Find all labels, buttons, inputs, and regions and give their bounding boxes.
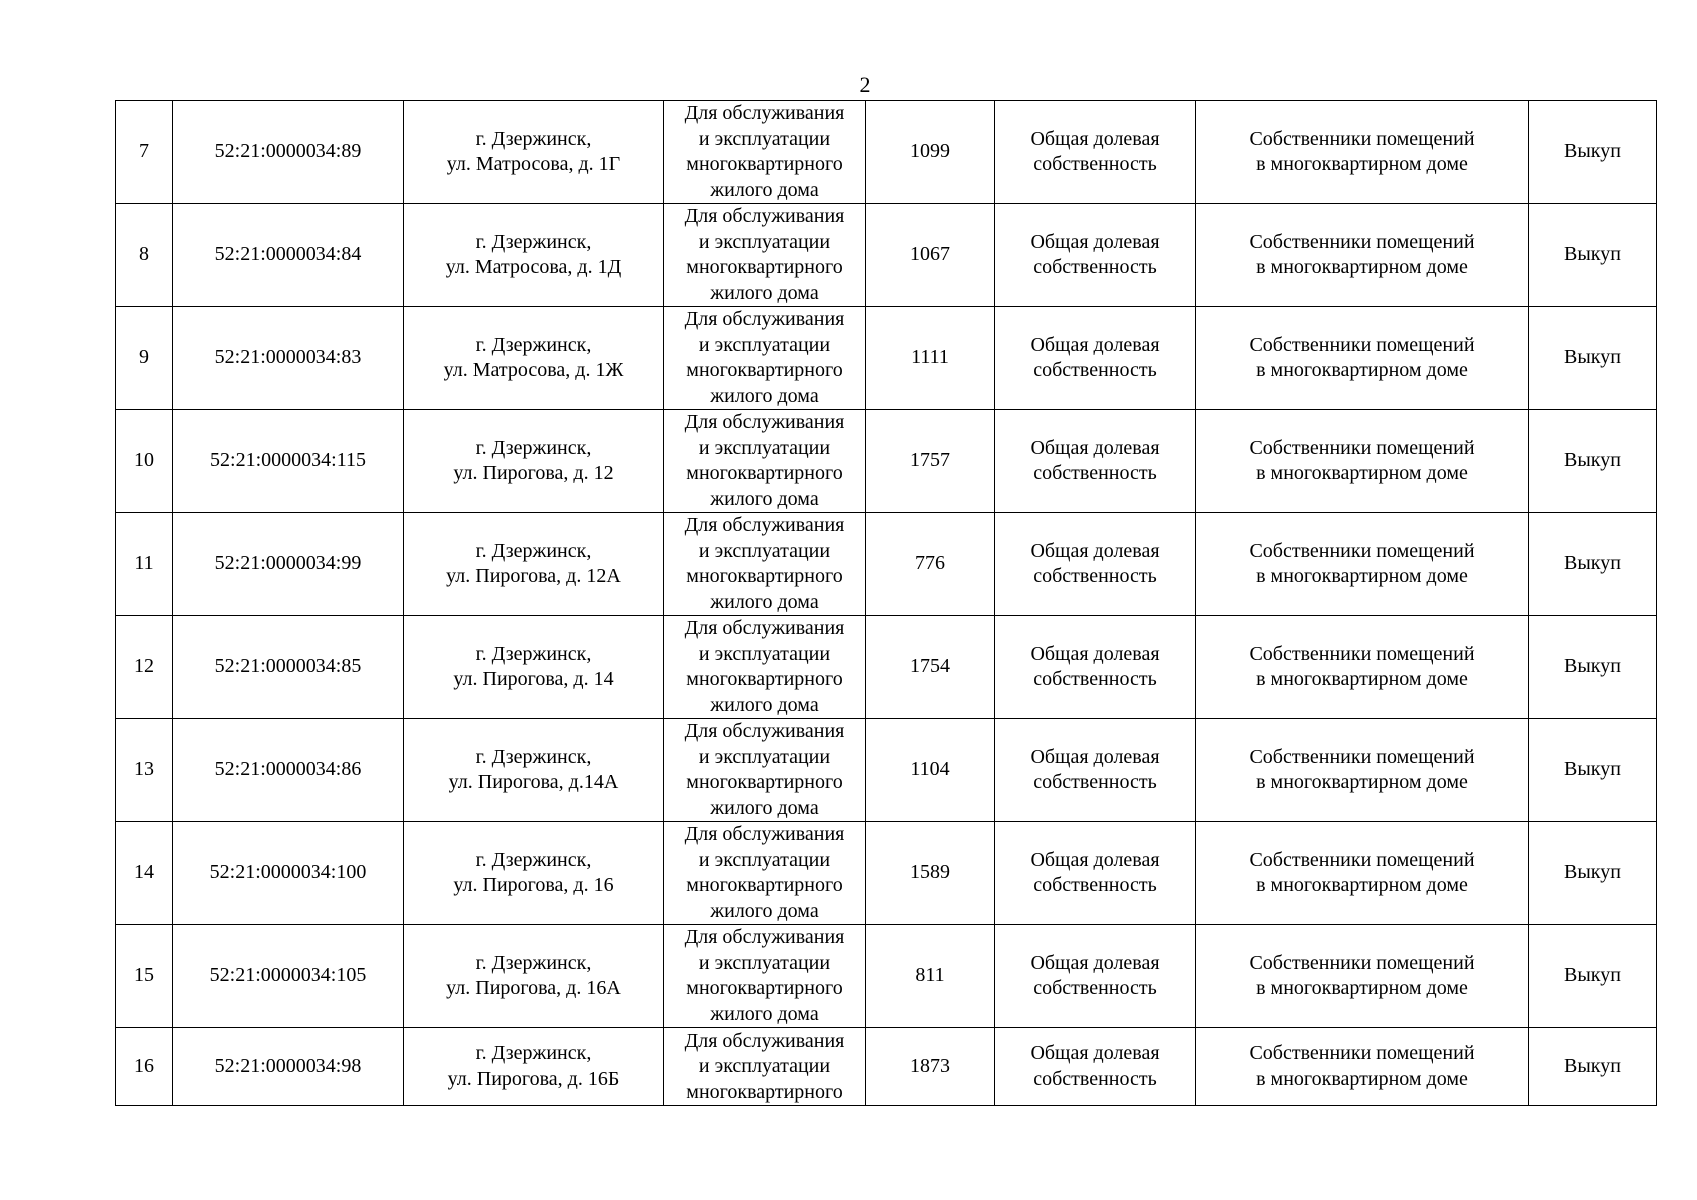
row-number: 12 <box>134 655 154 678</box>
address-city: г. Дзержинск, <box>475 1042 592 1064</box>
purpose-line: Для обслуживания <box>684 411 845 433</box>
action-cell <box>1529 410 1657 513</box>
action-text: Выкуп <box>1564 861 1621 884</box>
cadastral-number-cell <box>173 204 404 307</box>
address-street: ул. Пирогова, д. 16 <box>453 874 614 896</box>
area-cell <box>866 101 995 204</box>
table-row <box>116 1028 1657 1106</box>
purpose-line: и эксплуатации <box>698 539 831 562</box>
cadastral-number-cell <box>173 925 404 1028</box>
purpose-text <box>668 719 861 821</box>
cadastral-number: 52:21:0000034:85 <box>214 655 362 678</box>
right-type-line: собственность <box>1033 256 1157 278</box>
holders-cell <box>1196 1028 1529 1106</box>
purpose-line: Для обслуживания <box>684 1029 845 1052</box>
address-street: ул. Пирогова, д. 16А <box>446 977 621 999</box>
purpose-line: и эксплуатации <box>698 642 831 665</box>
right-type-line: Общая долевая <box>1030 951 1160 974</box>
purpose-line: и эксплуатации <box>698 333 831 356</box>
right-type-line: собственность <box>1033 153 1157 175</box>
purpose-text <box>668 1029 861 1105</box>
holders-cell <box>1196 101 1529 204</box>
address-city: г. Дзержинск, <box>475 642 592 665</box>
holders-line: в многоквартирном доме <box>1256 771 1468 793</box>
purpose-cell <box>664 204 866 307</box>
holders-cell <box>1196 307 1529 410</box>
purpose-line: жилого дома <box>710 693 819 716</box>
holders-line: в многоквартирном доме <box>1256 256 1468 278</box>
purpose-cell <box>664 925 866 1028</box>
purpose-text <box>668 307 861 409</box>
row-number: 10 <box>134 449 154 472</box>
purpose-text <box>668 616 861 718</box>
purpose-line: Для обслуживания <box>684 926 845 948</box>
row-number-cell <box>116 307 173 410</box>
row-number-cell <box>116 616 173 719</box>
right-type-cell <box>995 719 1196 822</box>
address-street: ул. Пирогова, д. 12А <box>446 565 621 587</box>
action-text: Выкуп <box>1564 655 1621 678</box>
cadastral-number-cell <box>173 616 404 719</box>
row-number-cell <box>116 204 173 307</box>
purpose-text <box>668 513 861 615</box>
holders-line: в многоквартирном доме <box>1256 668 1468 690</box>
purpose-line: жилого дома <box>710 590 819 613</box>
purpose-line: жилого дома <box>710 178 819 201</box>
area-value: 1754 <box>910 655 950 678</box>
purpose-line: жилого дома <box>710 796 819 819</box>
row-number-cell <box>116 101 173 204</box>
address-city: г. Дзержинск, <box>475 333 592 356</box>
address-street: ул. Пирогова, д. 16Б <box>447 1067 620 1090</box>
table-row <box>116 925 1657 1028</box>
purpose-line: жилого дома <box>710 899 819 922</box>
purpose-text <box>668 822 861 924</box>
address-cell <box>404 307 664 410</box>
holders-cell <box>1196 513 1529 616</box>
address-city: г. Дзержинск, <box>475 951 592 974</box>
purpose-line: многоквартирного <box>686 668 843 690</box>
page-number: 2 <box>859 72 871 97</box>
holders-cell <box>1196 410 1529 513</box>
action-text: Выкуп <box>1564 552 1621 575</box>
purpose-line: жилого дома <box>710 281 819 304</box>
action-text: Выкуп <box>1564 758 1621 781</box>
address-cell <box>404 616 664 719</box>
holders-cell <box>1196 719 1529 822</box>
table-body <box>116 101 1657 1106</box>
action-cell <box>1529 719 1657 822</box>
action-text: Выкуп <box>1564 243 1621 266</box>
right-type-cell <box>995 410 1196 513</box>
address-city: г. Дзержинск, <box>475 230 592 253</box>
right-type-line: собственность <box>1033 771 1157 793</box>
cadastral-number: 52:21:0000034:99 <box>214 552 362 575</box>
right-type-line: собственность <box>1033 565 1157 587</box>
purpose-line: многоквартирного <box>686 1080 843 1103</box>
area-cell <box>866 410 995 513</box>
holders-cell <box>1196 925 1529 1028</box>
row-number: 9 <box>139 346 149 369</box>
row-number: 16 <box>134 1054 154 1077</box>
cadastral-number-cell <box>173 822 404 925</box>
right-type-cell <box>995 101 1196 204</box>
holders-line: в многоквартирном доме <box>1256 462 1468 484</box>
table-row <box>116 204 1657 307</box>
right-type-line: собственность <box>1033 874 1157 896</box>
purpose-cell <box>664 616 866 719</box>
area-value: 1757 <box>910 449 950 472</box>
cadastral-number-cell <box>173 101 404 204</box>
purpose-line: многоквартирного <box>686 256 843 278</box>
area-value: 811 <box>915 964 945 987</box>
purpose-line: Для обслуживания <box>684 823 845 845</box>
address-city: г. Дзержинск, <box>475 436 592 459</box>
address-cell <box>404 822 664 925</box>
area-value: 1873 <box>910 1054 950 1077</box>
area-cell <box>866 204 995 307</box>
purpose-line: многоквартирного <box>686 874 843 896</box>
holders-line: Собственники помещений <box>1249 1042 1475 1064</box>
action-cell <box>1529 925 1657 1028</box>
holders-line: Собственники помещений <box>1249 127 1475 150</box>
purpose-text <box>668 925 861 1027</box>
row-number-cell <box>116 410 173 513</box>
holders-line: Собственники помещений <box>1249 436 1475 459</box>
row-number-cell <box>116 822 173 925</box>
address-cell <box>404 719 664 822</box>
holders-line: в многоквартирном доме <box>1256 565 1468 587</box>
right-type-line: собственность <box>1033 359 1157 381</box>
purpose-line: жилого дома <box>710 487 819 510</box>
address-street: ул. Матросова, д. 1Д <box>445 256 622 278</box>
holders-line: в многоквартирном доме <box>1256 1067 1468 1090</box>
purpose-line: многоквартирного <box>686 153 843 175</box>
table-row <box>116 719 1657 822</box>
action-cell <box>1529 822 1657 925</box>
purpose-line: Для обслуживания <box>684 308 845 330</box>
purpose-cell <box>664 822 866 925</box>
cadastral-number: 52:21:0000034:115 <box>210 449 366 472</box>
area-cell <box>866 307 995 410</box>
purpose-line: Для обслуживания <box>684 617 845 639</box>
purpose-cell <box>664 719 866 822</box>
purpose-line: и эксплуатации <box>698 848 831 871</box>
cadastral-number: 52:21:0000034:98 <box>214 1054 362 1077</box>
address-cell <box>404 1028 664 1106</box>
address-street: ул. Матросова, д. 1Г <box>446 153 621 175</box>
row-number: 11 <box>134 552 154 575</box>
address-cell <box>404 513 664 616</box>
purpose-cell <box>664 1028 866 1106</box>
area-cell <box>866 1028 995 1106</box>
action-cell <box>1529 307 1657 410</box>
address-city: г. Дзержинск, <box>475 539 592 562</box>
purpose-line: многоквартирного <box>686 462 843 484</box>
table-row <box>116 307 1657 410</box>
right-type-line: Общая долевая <box>1030 333 1160 356</box>
cadastral-number: 52:21:0000034:86 <box>214 758 362 781</box>
cadastral-number-cell <box>173 719 404 822</box>
purpose-line: Для обслуживания <box>684 102 845 124</box>
action-text: Выкуп <box>1564 346 1621 369</box>
table-row <box>116 101 1657 204</box>
right-type-line: Общая долевая <box>1030 436 1160 459</box>
area-value: 1067 <box>910 243 950 266</box>
purpose-text <box>668 204 861 306</box>
purpose-line: жилого дома <box>710 384 819 407</box>
purpose-line: многоквартирного <box>686 977 843 999</box>
row-number: 8 <box>139 243 149 266</box>
action-text: Выкуп <box>1564 1054 1621 1077</box>
holders-line: Собственники помещений <box>1249 848 1475 871</box>
right-type-line: Общая долевая <box>1030 745 1160 768</box>
area-cell <box>866 822 995 925</box>
holders-line: Собственники помещений <box>1249 951 1475 974</box>
purpose-cell <box>664 410 866 513</box>
purpose-text <box>668 410 861 512</box>
holders-line: Собственники помещений <box>1249 333 1475 356</box>
table-row <box>116 410 1657 513</box>
area-cell <box>866 925 995 1028</box>
cadastral-number: 52:21:0000034:100 <box>209 861 367 884</box>
holders-cell <box>1196 822 1529 925</box>
address-cell <box>404 101 664 204</box>
row-number: 13 <box>134 758 154 781</box>
cadastral-number: 52:21:0000034:84 <box>214 243 362 266</box>
holders-line: в многоквартирном доме <box>1256 977 1468 999</box>
address-street: ул. Матросова, д. 1Ж <box>443 359 624 381</box>
cadastral-number-cell <box>173 410 404 513</box>
purpose-text <box>668 101 861 203</box>
holders-line: Собственники помещений <box>1249 642 1475 665</box>
row-number-cell <box>116 513 173 616</box>
right-type-line: Общая долевая <box>1030 642 1160 665</box>
purpose-cell <box>664 101 866 204</box>
purpose-line: Для обслуживания <box>684 720 845 742</box>
table-row <box>116 616 1657 719</box>
area-cell <box>866 719 995 822</box>
right-type-cell <box>995 307 1196 410</box>
right-type-line: Общая долевая <box>1030 539 1160 562</box>
area-cell <box>866 513 995 616</box>
area-value: 1104 <box>910 758 950 781</box>
right-type-cell <box>995 925 1196 1028</box>
address-street: ул. Пирогова, д. 12 <box>453 462 614 484</box>
cadastral-number-cell <box>173 1028 404 1106</box>
action-cell <box>1529 616 1657 719</box>
right-type-cell <box>995 1028 1196 1106</box>
cadastral-number-cell <box>173 307 404 410</box>
action-cell <box>1529 1028 1657 1106</box>
purpose-line: и эксплуатации <box>698 230 831 253</box>
right-type-cell <box>995 513 1196 616</box>
right-type-cell <box>995 616 1196 719</box>
row-number-cell <box>116 1028 173 1106</box>
address-cell <box>404 925 664 1028</box>
right-type-line: Общая долевая <box>1030 1042 1160 1064</box>
purpose-line: многоквартирного <box>686 771 843 793</box>
address-city: г. Дзержинск, <box>475 745 592 768</box>
purpose-cell <box>664 307 866 410</box>
right-type-line: Общая долевая <box>1030 230 1160 253</box>
holders-cell <box>1196 616 1529 719</box>
holders-line: в многоквартирном доме <box>1256 359 1468 381</box>
holders-line: Собственники помещений <box>1249 745 1475 768</box>
purpose-cell <box>664 513 866 616</box>
address-street: ул. Пирогова, д. 14 <box>453 668 614 690</box>
purpose-line: и эксплуатации <box>698 1055 831 1077</box>
row-number-cell <box>116 925 173 1028</box>
row-number: 15 <box>134 964 154 987</box>
address-city: г. Дзержинск, <box>475 848 592 871</box>
area-value: 1589 <box>910 861 950 884</box>
land-plots-table <box>115 100 1657 1106</box>
right-type-line: Общая долевая <box>1030 127 1160 150</box>
row-number: 7 <box>139 140 149 163</box>
row-number-cell <box>116 719 173 822</box>
purpose-line: многоквартирного <box>686 359 843 381</box>
purpose-line: Для обслуживания <box>684 205 845 227</box>
address-street: ул. Пирогова, д.14А <box>448 771 619 793</box>
purpose-line: Для обслуживания <box>684 514 845 536</box>
area-value: 1099 <box>910 140 950 163</box>
holders-line: Собственники помещений <box>1249 230 1475 253</box>
area-cell <box>866 616 995 719</box>
holders-line: в многоквартирном доме <box>1256 874 1468 896</box>
action-cell <box>1529 513 1657 616</box>
action-cell <box>1529 101 1657 204</box>
purpose-line: и эксплуатации <box>698 745 831 768</box>
right-type-cell <box>995 822 1196 925</box>
holders-cell <box>1196 204 1529 307</box>
area-value: 776 <box>915 552 945 575</box>
purpose-line: и эксплуатации <box>698 436 831 459</box>
holders-line: в многоквартирном доме <box>1256 153 1468 175</box>
action-text: Выкуп <box>1564 140 1621 163</box>
right-type-line: Общая долевая <box>1030 848 1160 871</box>
area-value: 1111 <box>911 346 949 369</box>
purpose-line: жилого дома <box>710 1002 819 1025</box>
table-row <box>116 822 1657 925</box>
action-text: Выкуп <box>1564 964 1621 987</box>
right-type-line: собственность <box>1033 462 1157 484</box>
holders-line: Собственники помещений <box>1249 539 1475 562</box>
address-city: г. Дзержинск, <box>475 127 592 150</box>
row-number: 14 <box>134 861 154 884</box>
cadastral-number: 52:21:0000034:89 <box>214 140 362 163</box>
purpose-line: многоквартирного <box>686 565 843 587</box>
purpose-line: и эксплуатации <box>698 127 831 150</box>
right-type-line: собственность <box>1033 668 1157 690</box>
address-cell <box>404 204 664 307</box>
action-cell <box>1529 204 1657 307</box>
cadastral-number-cell <box>173 513 404 616</box>
right-type-line: собственность <box>1033 1067 1157 1090</box>
right-type-line: собственность <box>1033 977 1157 999</box>
address-cell <box>404 410 664 513</box>
action-text: Выкуп <box>1564 449 1621 472</box>
table-row <box>116 513 1657 616</box>
right-type-cell <box>995 204 1196 307</box>
cadastral-number: 52:21:0000034:105 <box>209 964 367 987</box>
purpose-line: и эксплуатации <box>698 951 831 974</box>
cadastral-number: 52:21:0000034:83 <box>214 346 362 369</box>
